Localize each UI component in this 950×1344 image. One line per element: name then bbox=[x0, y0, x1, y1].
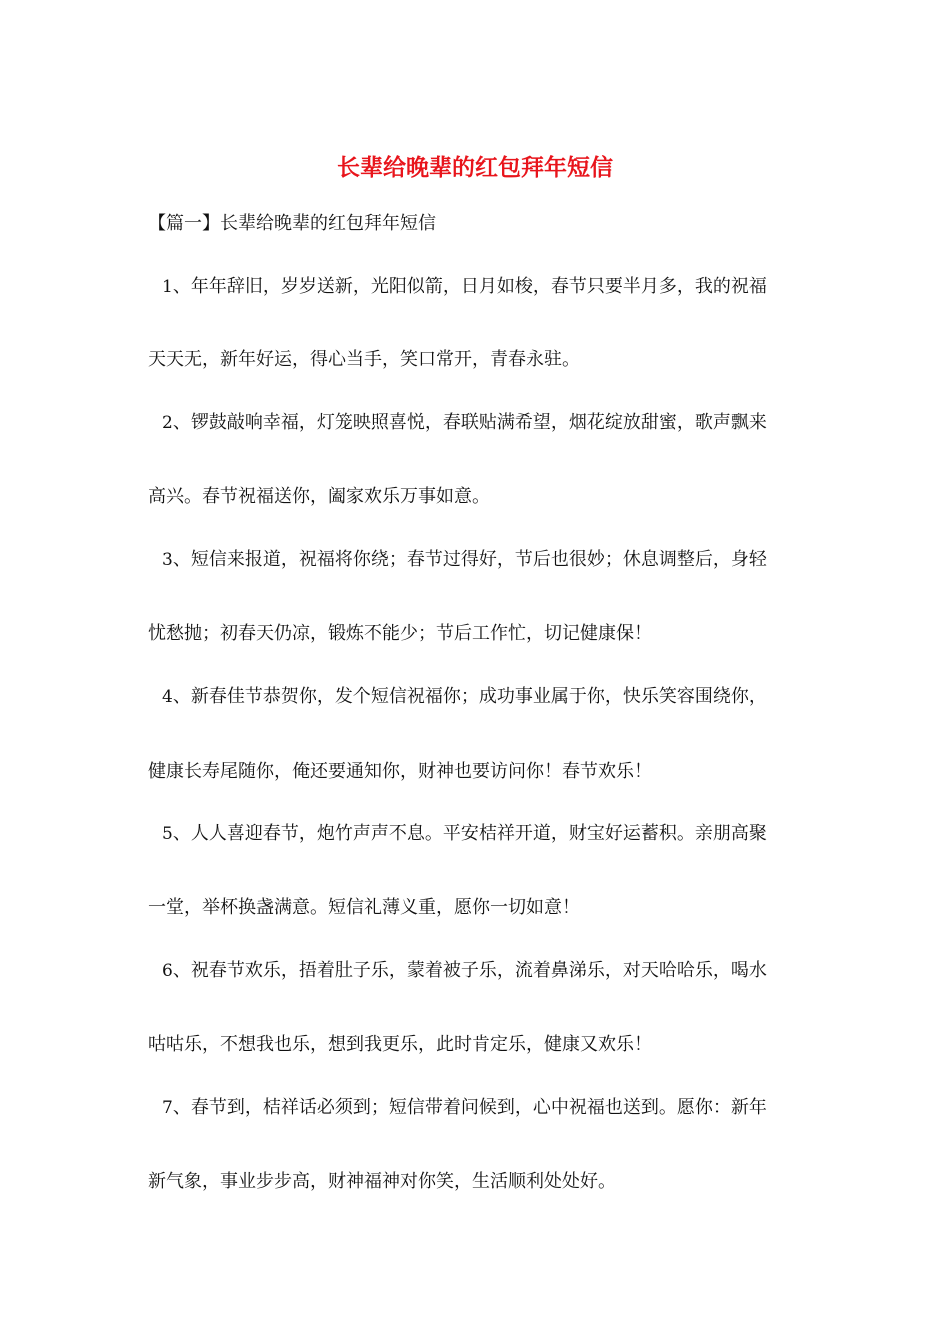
list-item-1-line-2: 天天无，新年好运，得心当手，笑口常开，青春永驻。 bbox=[148, 349, 580, 370]
list-item-text: 、新春佳节恭贺你，发个短信祝福你；成功事业属于你，快乐笑容围绕你， bbox=[172, 686, 767, 707]
list-item-4-line-2: 健康长寿尾随你，俺还要通知你，财神也要访问你！春节欢乐！ bbox=[148, 761, 652, 782]
list-item-number: 3 bbox=[162, 550, 173, 570]
list-item-2-line-2: 高兴。春节祝福送你，阖家欢乐万事如意。 bbox=[148, 486, 490, 507]
list-item-number: 4 bbox=[162, 687, 173, 707]
list-item-7-line-2: 新气象，事业步步高，财神福神对你笑，生活顺利处处好。 bbox=[148, 1171, 616, 1192]
list-item-text: 、春节到，桔祥话必须到；短信带着问候到，心中祝福也送到。愿你：新年 bbox=[172, 1097, 767, 1118]
list-item-3-line-1 bbox=[162, 545, 767, 575]
list-item-number: 5 bbox=[162, 824, 173, 844]
list-item-5-line-2: 一堂，举杯换盏满意。短信礼薄义重，愿你一切如意！ bbox=[148, 897, 580, 918]
list-item-number: 2 bbox=[162, 413, 173, 433]
list-item-4-line-1 bbox=[162, 682, 767, 712]
list-item-text: 、短信来报道，祝福将你绕；春节过得好，节后也很妙；休息调整后，身轻 bbox=[172, 549, 767, 570]
list-item-6-line-2: 咕咕乐，不想我也乐，想到我更乐，此时肯定乐，健康又欢乐！ bbox=[148, 1034, 652, 1055]
list-item-text: 、锣鼓敲响幸福，灯笼映照喜悦，春联贴满希望，烟花绽放甜蜜，歌声飘来 bbox=[172, 412, 767, 433]
list-item-number: 6 bbox=[162, 961, 173, 981]
list-item-number: 7 bbox=[162, 1098, 173, 1118]
list-item-text: 、年年辞旧，岁岁送新，光阳似箭，日月如梭，春节只要半月多，我的祝福 bbox=[172, 276, 767, 297]
list-item-number: 1 bbox=[162, 277, 173, 297]
list-item-2-line-1 bbox=[162, 408, 767, 438]
list-item-6-line-1 bbox=[162, 956, 767, 986]
list-item-text: 、人人喜迎春节，炮竹声声不息。平安桔祥开道，财宝好运蓄积。亲朋高聚 bbox=[172, 823, 767, 844]
list-item-1-line-1 bbox=[162, 272, 767, 302]
list-item-7-line-1 bbox=[162, 1093, 767, 1123]
list-item-3-line-2: 忧愁抛；初春天仍凉，锻炼不能少；节后工作忙，切记健康保！ bbox=[148, 623, 652, 644]
page-title: 长辈给晚辈的红包拜年短信 bbox=[337, 154, 613, 181]
list-item-5-line-1 bbox=[162, 819, 767, 849]
list-item-text: 、祝春节欢乐，捂着肚子乐，蒙着被子乐，流着鼻涕乐，对天哈哈乐，喝水 bbox=[172, 960, 767, 981]
section-heading: 【篇一】长辈给晚辈的红包拜年短信 bbox=[148, 213, 436, 234]
